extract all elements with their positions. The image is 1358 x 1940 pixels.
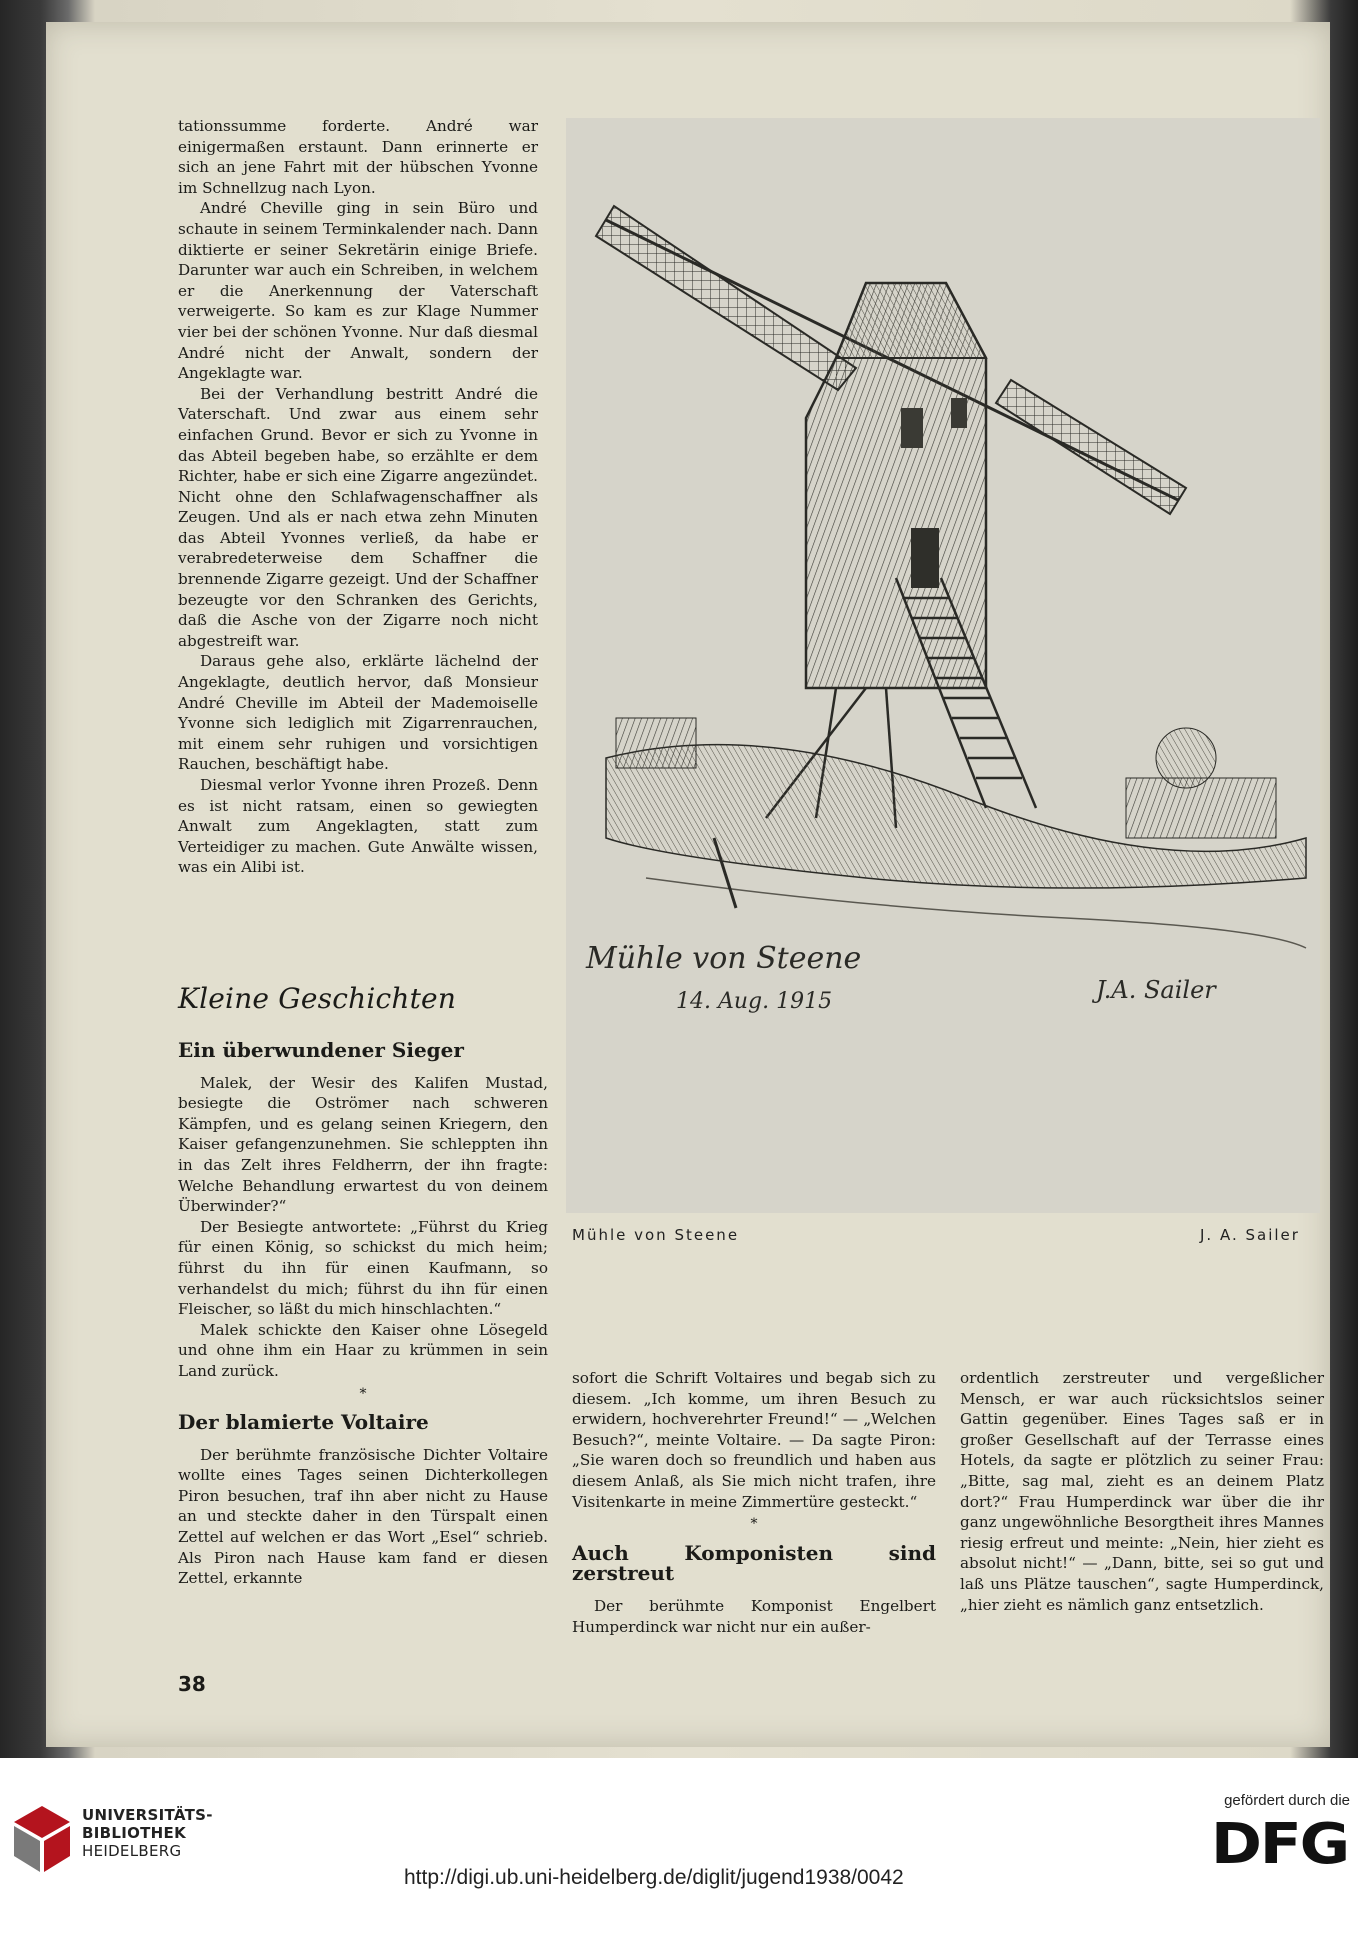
separator: * [359,1385,367,1402]
institution-line-1: UNIVERSITÄTS- [82,1806,213,1824]
document-url-link[interactable]: http://digi.ub.uni-heidelberg.de/diglit/jugend1938/0042 [404,1866,904,1889]
paragraph: Malek schickte den Kaiser ohne Lösegeld und ohne ihm ein Haar zu krümmen in sein Land zurück. [178,1320,548,1380]
paragraph: André Cheville ging in sein Büro und schaute in seinem Terminkalender nach. Dann diktierte er seiner Sekretärin einige Briefe. Darunter war auch ein Schreiben, in welchem er die Anerkennung der Vaterschaft verweigerte. So kam es zur Klage Nummer vier bei der schönen Yvonne. Nur daß diesmal André nicht der Anwalt, sondern der Angeklagte war. [178,199,538,383]
section-title: Kleine Geschichten [178,982,457,1015]
paragraph: sofort die Schrift Voltaires und begab sich zu diesem. „Ich komme, um ihren Besuch zu erwidern, hochverehrter Freund!“ — „Welchen Besuch?“, meinte Voltaire. — Da sagte Piron: „Sie waren doch so freundlich und haben aus diesem Anlaß, als Sie mich nicht trafen, ihre Visitenkarte in meine Zimmertüre gesteckt.“ [572,1369,936,1511]
story-title: Auch Komponisten sind zerstreut [572,1540,936,1586]
institution-line-3: HEIDELBERG [82,1842,182,1860]
inscription-date: 14. Aug. 1915 [676,989,833,1014]
footer-bar [0,1758,1358,1940]
paragraph: Bei der Verhandlung bestritt André die Vaterschaft. Und zwar aus einem sehr einfachen Grund. Bevor er sich zu Yvonne in das Abteil begeben habe, so erzählte er dem Richter, habe er sich eine Zigarre angezündet. Nicht ohne den Schlafwagenschaffner als Zeugen. Und als er nach etwa zehn Minuten das Abteil Yvonnes verließ, da habe er verabredeterweise dem Schaffner die brennende Zigarre gezeigt. Und der Schaffner bezeugte vor den Schranken des Gerichts, daß die Asche von der Zigarre noch nicht abgestreift war. [178,384,538,650]
left-column-text [178,116,538,878]
story-title: Ein überwundener Sieger [178,1038,464,1062]
left-column-stories [178,1040,548,1589]
paragraph: Der berühmte Komponist Engelbert Humperdinck war nicht nur ein außer- [572,1596,936,1636]
illustration-caption-title: Mühle von Steene [572,1226,740,1244]
paragraph: tationssumme forderte. André war einigermaßen erstaunt. Dann erinnerte er sich an jene Fahrt mit der hübschen Yvonne im Schnellzug nach Lyon. [178,117,538,197]
windmill-drawing [566,118,1320,1213]
sponsor-text: gefördert durch die [1224,1792,1350,1809]
paragraph: ordentlich zerstreuter und vergeßlicher Mensch, er war auch rücksichtslos seiner Gattin gegenüber. Eines Tages saß er in großer Gesellschaft auf der Terrasse eines Hotels, da sagte er plötzlich zu seiner Frau: „Bitte, sag mal, zieht es an deinem Platz dort?“ Frau Humperdinck war über die ihr ganz ungewöhnliche Besorgtheit ihres Mannes riesig erfreut und meinte: „Nein, hier zieht es absolut nicht!“ — „Dann, bitte, sei so gut und laß uns Plätze tauschen“, sagte Humperdinck, „hier zieht es nämlich ganz entsetzlich. [960,1369,1324,1614]
illustration-caption-artist: J. A. Sailer [1200,1226,1300,1244]
artist-signature: J.A. Sailer [1096,976,1216,1004]
right-column-text [960,1368,1324,1615]
inscription-title: Mühle von Steene [586,941,862,976]
page-number: 38 [178,1672,206,1696]
windmill-illustration [566,118,1320,1213]
dfg-logo: DFG [1210,1812,1348,1877]
paragraph: Daraus gehe also, erklärte lächelnd der Angeklagte, deutlich hervor, daß Monsieur André Cheville im Abteil der Mademoiselle Yvonne sich lediglich mit Zigarrenrauchen, mit einem sehr ruhigen und vorsichtigen Rauchen, beschäftigt habe. [178,652,538,774]
paragraph: Diesmal verlor Yvonne ihren Prozeß. Denn es ist nicht ratsam, einen so gewiegten Anwalt zum Angeklagten, statt zum Verteidiger zu machen. Gute Anwälte wissen, was ein Alibi ist. [178,776,538,877]
university-logo-icon [12,1804,72,1878]
paragraph: Der berühmte französische Dichter Voltaire wollte eines Tages seinen Dichterkollegen Piron besuchen, traf ihn aber nicht zu Hause an und steckte daher in den Türspalt einen Zettel auf welchen er das Wort „Esel“ schrieb. Als Piron nach Hause kam fand er diesen Zettel, erkannte [178,1445,548,1588]
institution-line-2: BIBLIOTHEK [82,1824,186,1842]
separator: * [750,1516,758,1533]
paragraph: Malek, der Wesir des Kalifen Mustad, besiegte die Oströmer nach schweren Kämpfen, und es gelang seinen Kriegern, den Kaiser gefangenzunehmen. Sie schleppten ihn in das Zelt ihres Feldherrn, der ihn fragte: Welche Behandlung erwartest du von deinem Überwinder?“ [178,1073,548,1216]
middle-column-text [572,1368,936,1637]
paragraph: Der Besiegte antwortete: „Führst du Krieg für einen König, so schickst du mich heim; führst du ihn für einen Kaufmann, so verhandelst du mich; führst du ihn für einen Fleischer, so läßt du mich hinschlachten.“ [178,1217,548,1319]
story-title: Der blamierte Voltaire [178,1410,429,1435]
